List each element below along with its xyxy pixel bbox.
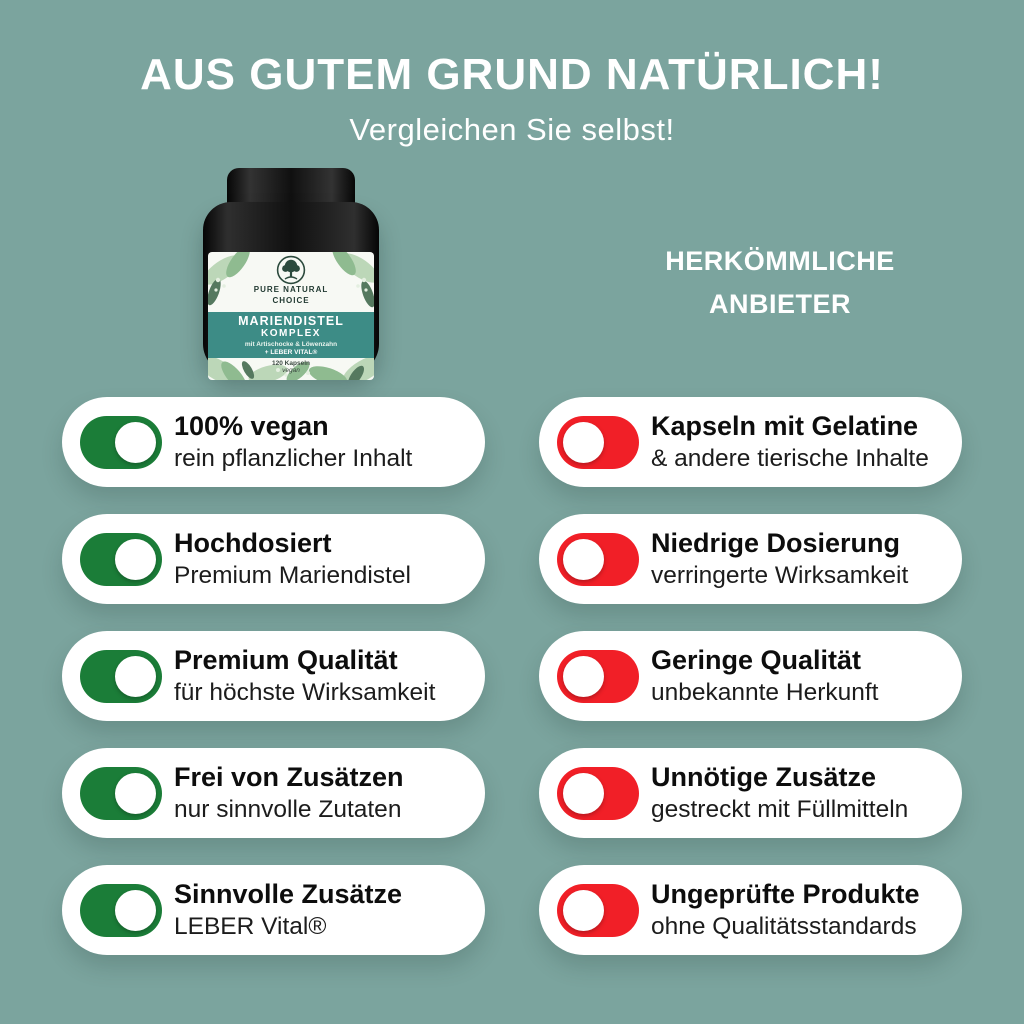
toggle-on-icon[interactable] [80, 650, 162, 703]
pill-title: Premium Qualität [174, 644, 398, 675]
pill-subtitle: LEBER Vital® [174, 912, 327, 940]
comparison-pill [62, 631, 485, 721]
own-product-benefits-column [62, 397, 485, 955]
product-name: MARIENDISTEL [238, 314, 344, 328]
comparison-pill [539, 514, 962, 604]
bottle-body [203, 202, 379, 374]
pill-subtitle: gestreckt mit Füllmitteln [651, 795, 909, 823]
pill-subtitle: & andere tierische Inhalte [651, 444, 929, 472]
product-name-band [208, 312, 374, 358]
toggle-knob [563, 539, 604, 580]
comparison-pill [539, 631, 962, 721]
product-name-2: KOMPLEX [261, 327, 321, 339]
pill-subtitle: Premium Mariendistel [174, 561, 411, 589]
toggle-on-icon[interactable] [80, 416, 162, 469]
pill-subtitle: verringerte Wirksamkeit [651, 561, 909, 589]
toggle-on-icon[interactable] [80, 884, 162, 937]
pill-title: Kapseln mit Gelatine [651, 410, 919, 441]
product-claim: + LEBER VITAL® [264, 348, 318, 356]
toggle-off-icon[interactable] [557, 416, 639, 469]
pill-title: Geringe Qualität [651, 644, 862, 675]
pill-text [651, 761, 908, 825]
pill-text [651, 878, 920, 942]
pill-title: Unnötige Zusätze [651, 761, 877, 792]
tree-logo-icon [276, 255, 306, 285]
brand-name-line2: CHOICE [272, 295, 310, 305]
toggle-off-icon[interactable] [557, 650, 639, 703]
comparison-pill [62, 748, 485, 838]
vegan-note: vegan [282, 367, 300, 374]
pill-text [174, 410, 412, 474]
pill-subtitle: für höchste Wirksamkeit [174, 678, 436, 706]
brand-name-line1: PURE NATURAL [253, 285, 329, 294]
competitor-header-line1: HERKÖMMLICHE [665, 246, 895, 276]
comparison-pill [62, 397, 485, 487]
toggle-knob [115, 422, 156, 463]
toggle-off-icon[interactable] [557, 767, 639, 820]
toggle-knob [115, 773, 156, 814]
toggle-off-icon[interactable] [557, 884, 639, 937]
bottle-label [208, 252, 374, 380]
toggle-knob [115, 539, 156, 580]
pill-text [174, 527, 411, 591]
toggle-knob [115, 890, 156, 931]
pill-subtitle: rein pflanzlicher Inhalt [174, 444, 413, 472]
comparison-pill [539, 865, 962, 955]
toggle-off-icon[interactable] [557, 533, 639, 586]
comparison-pill [62, 514, 485, 604]
competitor-drawbacks-column [539, 397, 962, 955]
toggle-knob [563, 422, 604, 463]
pill-title: Niedrige Dosierung [651, 527, 901, 558]
pill-title: Ungeprüfte Produkte [651, 878, 920, 909]
pill-text [651, 644, 878, 708]
pill-subtitle: unbekannte Herkunft [651, 678, 879, 706]
toggle-on-icon[interactable] [80, 767, 162, 820]
pill-text [651, 410, 929, 474]
page-subtitle: Vergleichen Sie selbst! [349, 112, 675, 147]
toggle-knob [563, 656, 604, 697]
pill-text [651, 527, 908, 591]
product-ingredients: mit Artischocke & Löwenzahn [244, 340, 338, 348]
pill-title: 100% vegan [174, 410, 329, 441]
competitor-header [620, 240, 940, 326]
toggle-on-icon[interactable] [80, 533, 162, 586]
pill-text [174, 761, 404, 825]
product-bottle [203, 168, 379, 374]
pill-title: Sinnvolle Zusätze [174, 878, 403, 909]
pill-subtitle: nur sinnvolle Zutaten [174, 795, 402, 823]
capsule-count: 120 Kapseln [272, 360, 310, 367]
pill-subtitle: ohne Qualitätsstandards [651, 912, 917, 940]
pill-title: Frei von Zusätzen [174, 761, 404, 792]
competitor-header-line2: ANBIETER [708, 289, 851, 320]
toggle-knob [115, 656, 156, 697]
page-title: AUS GUTEM GRUND NATÜRLICH! [140, 50, 884, 99]
toggle-knob [563, 773, 604, 814]
pill-text [174, 878, 402, 942]
comparison-pill [62, 865, 485, 955]
toggle-knob [563, 890, 604, 931]
comparison-pill [539, 748, 962, 838]
pill-title: Hochdosiert [174, 527, 332, 558]
pill-text [174, 644, 435, 708]
comparison-pill [539, 397, 962, 487]
